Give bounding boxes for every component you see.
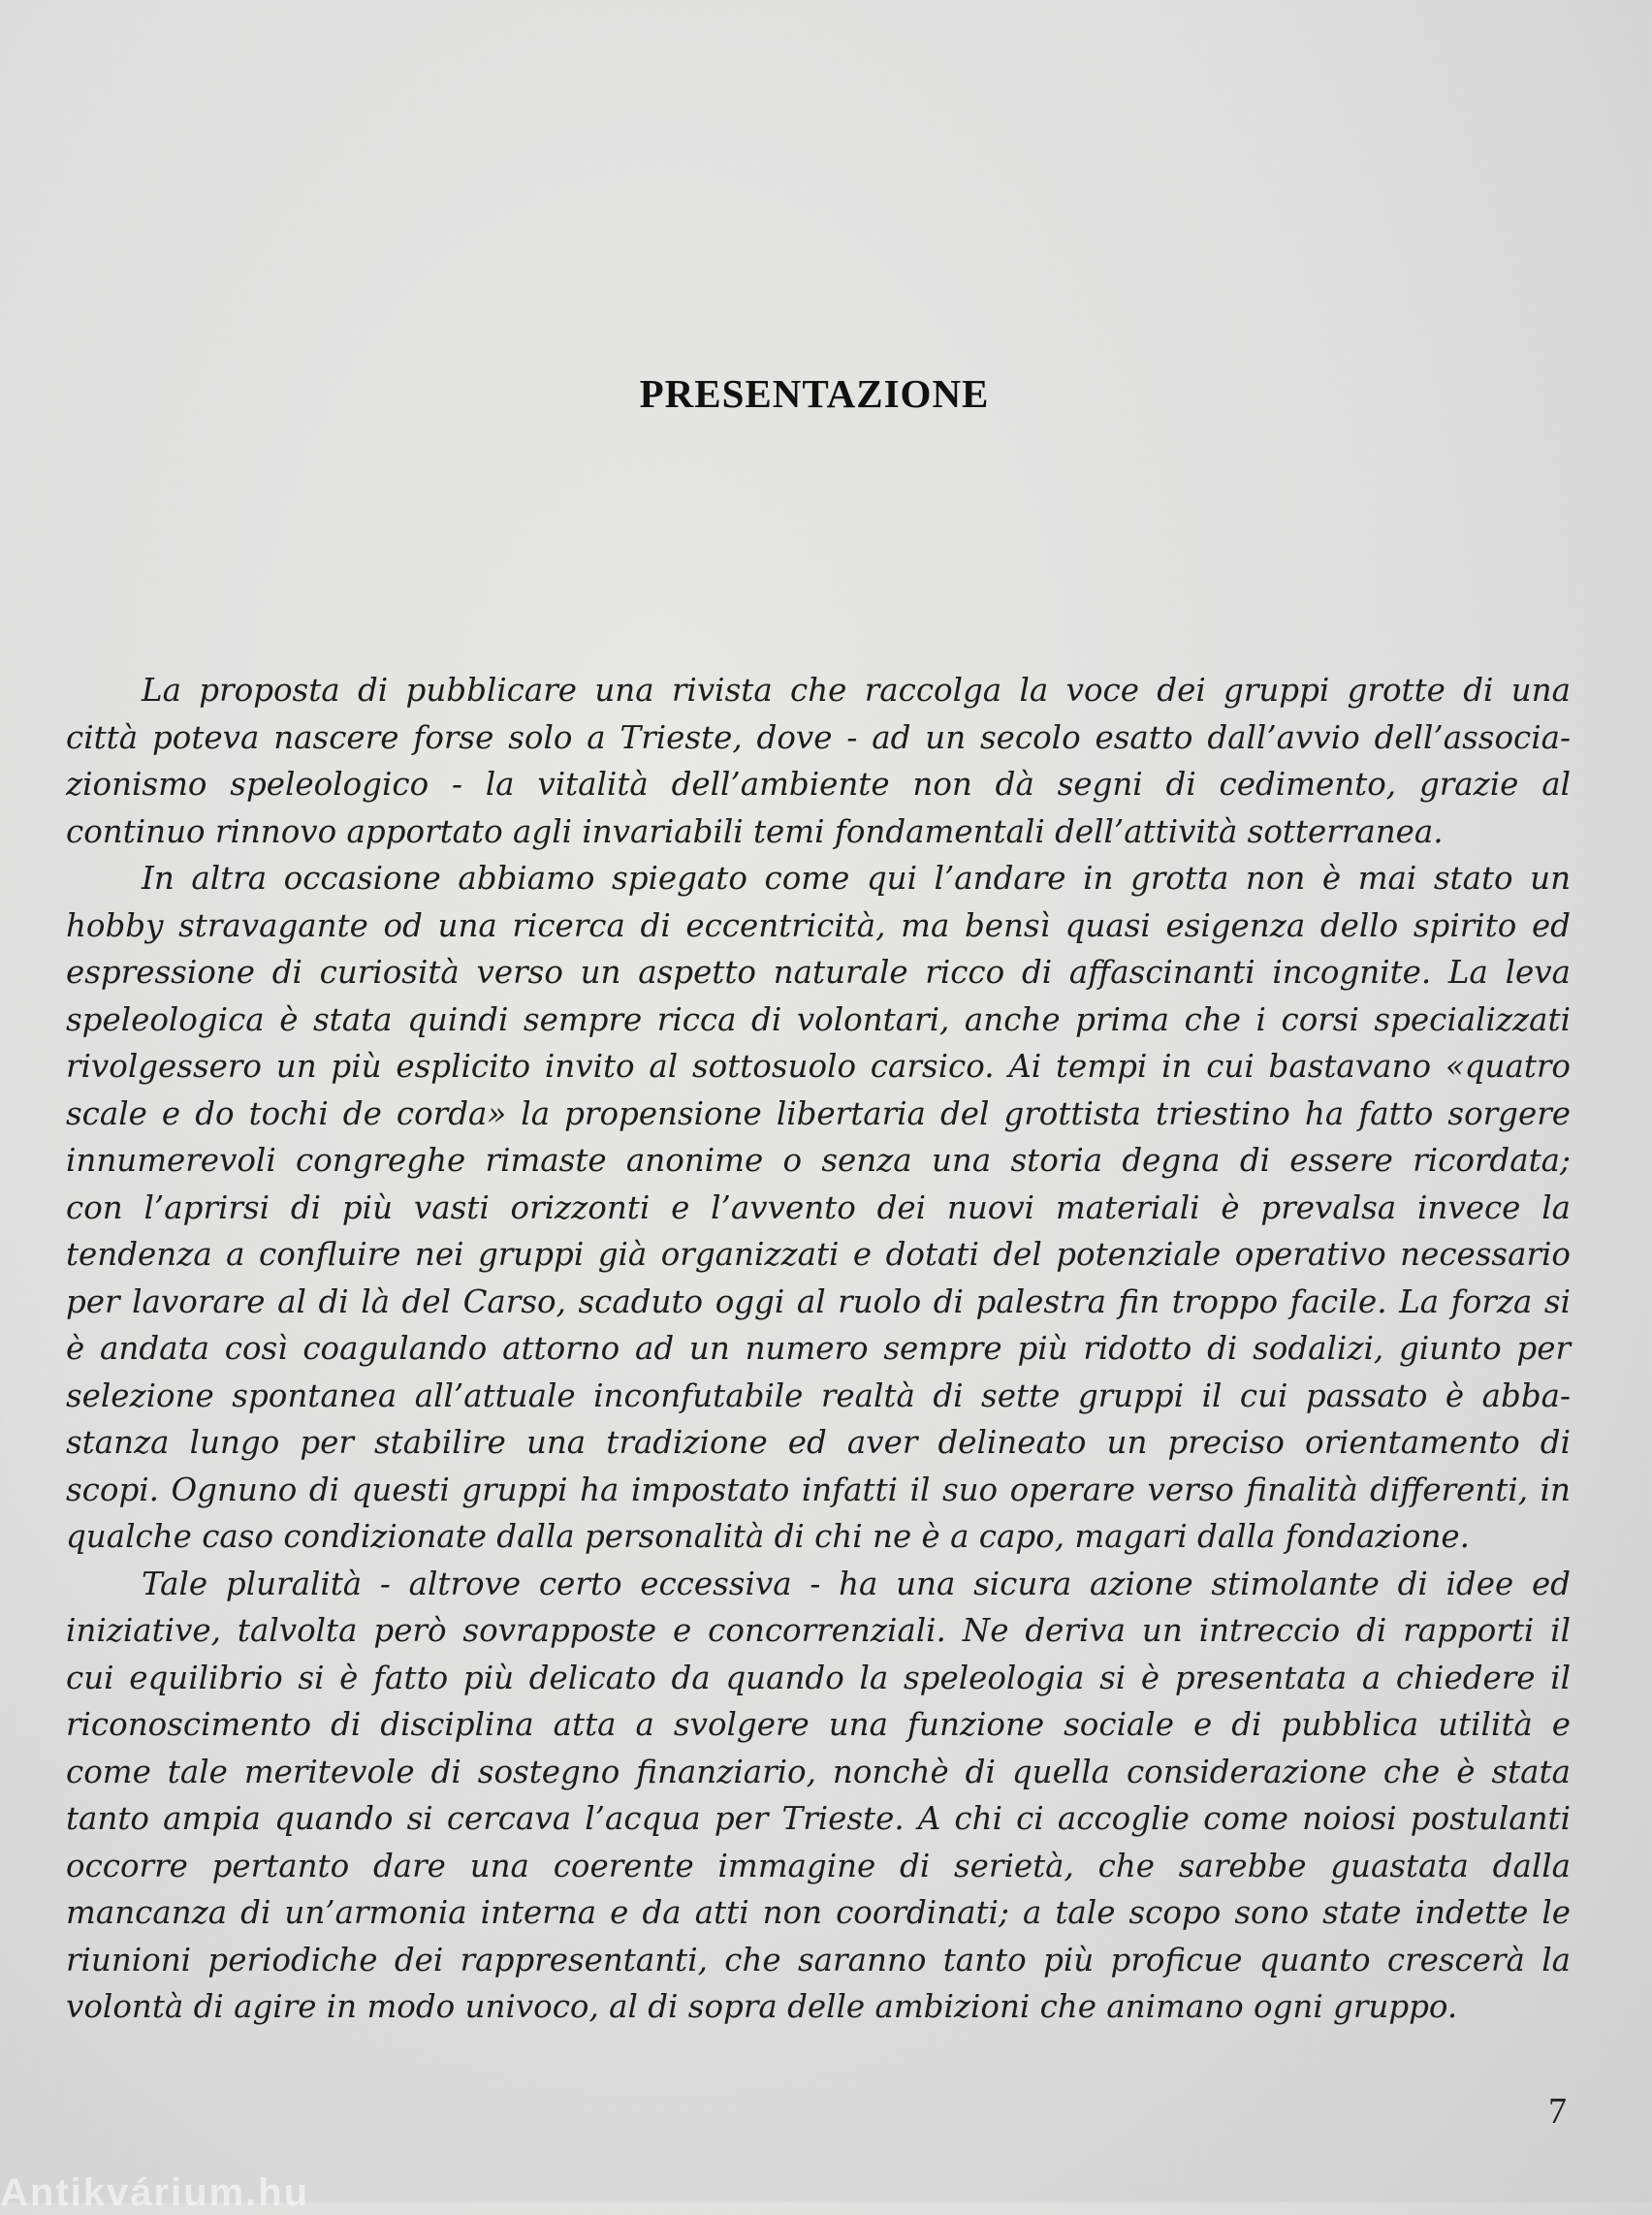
text-line: In altra occasione abbiamo spiegato come qui l’andare in grotta non è mai stato un bbox=[142, 860, 1571, 897]
text-line: è andata così coagulando attorno ad un numero sempre più ridotto di sodalizi, giunto per bbox=[66, 1330, 1571, 1367]
text-line: Tale pluralità - altrove certo eccessiva - ha una sicura azione stimolante di idee ed bbox=[142, 1565, 1571, 1602]
text-line: per lavorare al di là del Carso, scaduto oggi al ruolo di palestra fin troppo facile. La forza si bbox=[66, 1282, 1571, 1320]
page-title: PRESENTAZIONE bbox=[639, 371, 990, 416]
watermark-text: Antikvárium.hu bbox=[0, 2171, 310, 2214]
paragraph-1 bbox=[66, 667, 1571, 855]
text-line: continuo rinnovo apportato agli invariabili temi fondamentali dell’attività sotterranea. bbox=[66, 812, 1444, 850]
text-line: riunioni periodiche dei rappresentanti, che saranno tanto più proficue quanto crescerà la bbox=[66, 1941, 1571, 1978]
text-line: La proposta di pubblicare una rivista che raccolga la voce dei gruppi grotte di una bbox=[142, 672, 1571, 709]
text-line: scale e do tochi de corda» la propensione libertaria del grottista triestino ha fatto sorgere bbox=[66, 1094, 1571, 1132]
text-line: con l’aprirsi di più vasti orizzonti e l’avvento dei nuovi materiali è prevalsa invece la bbox=[66, 1188, 1571, 1226]
text-line: volontà di agire in modo univoco, al di sopra delle ambizioni che animano ogni gruppo. bbox=[66, 1988, 1458, 2025]
text-line: cui equilibrio si è fatto più delicato da quando la speleologia si è presentata a chiedere il bbox=[66, 1659, 1571, 1696]
paragraph-3 bbox=[66, 1561, 1571, 2031]
text-line: città poteva nascere forse solo a Trieste, dove - ad un secolo esatto dall’avvio dell’associa- bbox=[66, 718, 1571, 756]
text-line: iniziative, talvolta però sovrapposte e concorrenziali. Ne deriva un intreccio di rapporti il bbox=[66, 1612, 1571, 1649]
text-line: speleologica è stata quindi sempre ricca di volontari, anche prima che i corsi specializzati bbox=[66, 1000, 1571, 1038]
body-text bbox=[66, 667, 1571, 2031]
text-line: tendenza a confluire nei gruppi già organizzati e dotati del potenziale operativo necessario bbox=[66, 1236, 1571, 1273]
text-line: qualche caso condizionate dalla personalità di chi ne è a capo, magari dalla fondazione. bbox=[66, 1518, 1470, 1555]
text-line: rivolgessero un più esplicito invito al sottosuolo carsico. Ai tempi in cui bastavano «quatro bbox=[66, 1048, 1571, 1085]
text-line: zionismo speleologico - la vitalità dell’ambiente non dà segni di cedimento, grazie al bbox=[66, 766, 1571, 803]
text-line: stanza lungo per stabilire una tradizione ed aver delineato un preciso orientamento di bbox=[66, 1424, 1571, 1461]
text-line: come tale meritevole di sostegno finanziario, nonchè di quella considerazione che è stata bbox=[66, 1753, 1571, 1790]
text-line: espressione di curiosità verso un aspetto naturale ricco di affascinanti incognite. La leva bbox=[66, 954, 1571, 991]
paragraph-2 bbox=[66, 855, 1571, 1561]
text-line: tanto ampia quando si cercava l’acqua per Trieste. A chi ci accoglie come noiosi postulanti bbox=[66, 1800, 1571, 1837]
text-line: occorre pertanto dare una coerente immagine di serietà, che sarebbe guastata dalla bbox=[66, 1847, 1571, 1884]
text-line: scopi. Ognuno di questi gruppi ha impostato infatti il suo operare verso finalità differenti, in bbox=[66, 1471, 1571, 1508]
text-line: mancanza di un’armonia interna e da atti non coordinati; a tale scopo sono state indette le bbox=[66, 1894, 1571, 1931]
text-line: hobby stravagante od una ricerca di eccentricità, ma bensì quasi esigenza dello spirito ed bbox=[66, 906, 1571, 944]
text-line: riconoscimento di disciplina atta a svolgere una funzione sociale e di pubblica utilità e bbox=[66, 1706, 1571, 1743]
text-line: selezione spontanea all’attuale inconfutabile realtà di sette gruppi il cui passato è abba- bbox=[66, 1376, 1571, 1414]
text-line: innumerevoli congreghe rimaste anonime o senza una storia degna di essere ricordata; bbox=[66, 1142, 1571, 1179]
page-number: 7 bbox=[1548, 2091, 1567, 2132]
